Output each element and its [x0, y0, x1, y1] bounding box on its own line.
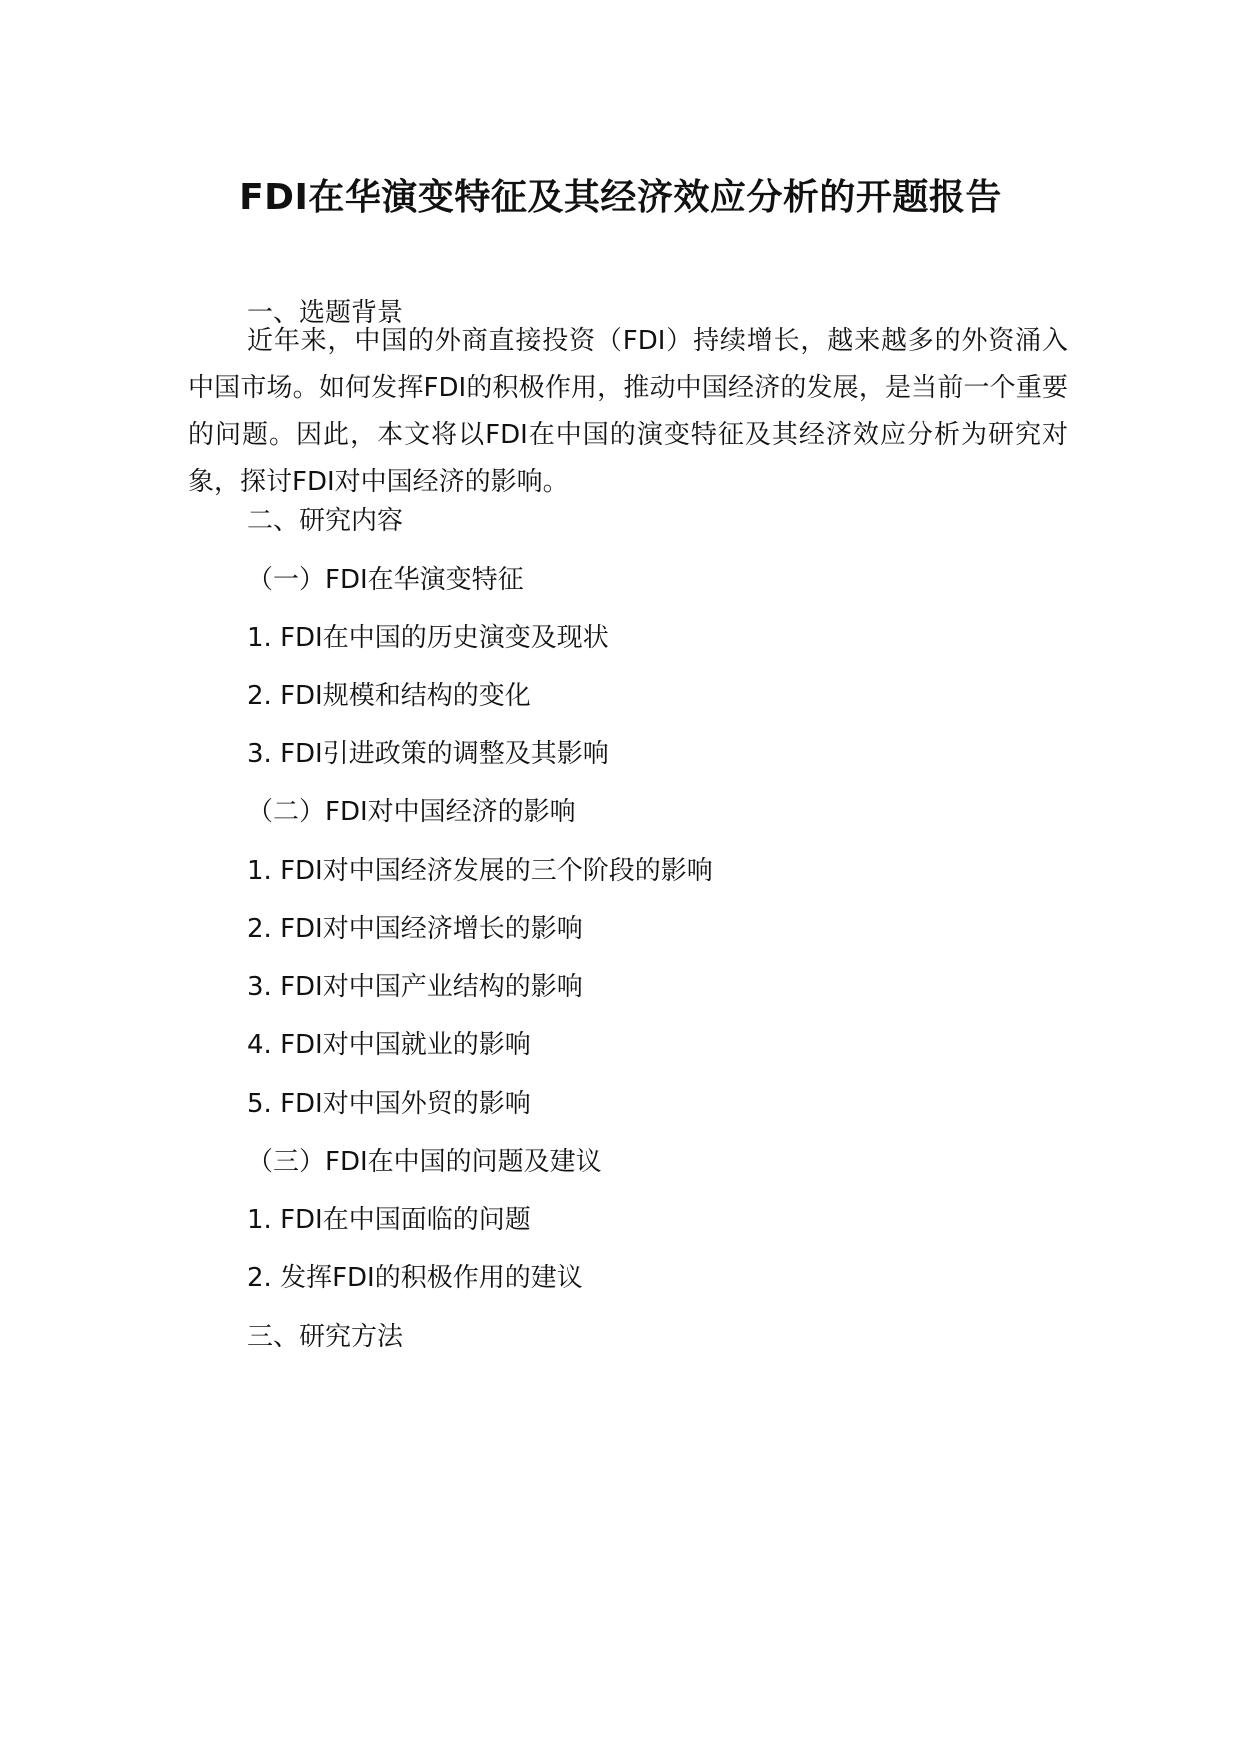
- section-heading-background: 一、选题背景: [247, 298, 404, 328]
- list-item: 2. 发挥FDI的积极作用的建议: [247, 1263, 583, 1293]
- document-title: FDI在华演变特征及其经济效应分析的开题报告: [239, 177, 1002, 218]
- background-paragraph: 近年来，中国的外商直接投资（FDI）持续增长，越来越多的外资涌入中国市场。如何发挥FDI的积极作用，推动中国经济的发展，是当前一个重要的问题。因此，本文将以FDI在中国的演变特征及其经济效应分析为研究对象，探讨FDI对中国经济的影响。: [188, 326, 1068, 497]
- subsection-heading-3: （三）FDI在中国的问题及建议: [247, 1147, 602, 1177]
- subsection-heading-1: （一）FDI在华演变特征: [247, 565, 524, 595]
- list-item: 2. FDI规模和结构的变化: [247, 681, 531, 711]
- list-item: 4. FDI对中国就业的影响: [247, 1030, 531, 1060]
- section-heading-method: 三、研究方法: [247, 1322, 404, 1352]
- list-item: 3. FDI引进政策的调整及其影响: [247, 739, 609, 769]
- list-item: 2. FDI对中国经济增长的影响: [247, 914, 583, 944]
- list-item: 1. FDI在中国的历史演变及现状: [247, 623, 609, 653]
- list-item: 3. FDI对中国产业结构的影响: [247, 972, 583, 1002]
- list-item: 1. FDI在中国面临的问题: [247, 1205, 531, 1235]
- list-item: 5. FDI对中国外贸的影响: [247, 1089, 531, 1119]
- subsection-heading-2: （二）FDI对中国经济的影响: [247, 797, 576, 827]
- list-item: 1. FDI对中国经济发展的三个阶段的影响: [247, 856, 713, 886]
- section-heading-content: 二、研究内容: [247, 506, 404, 536]
